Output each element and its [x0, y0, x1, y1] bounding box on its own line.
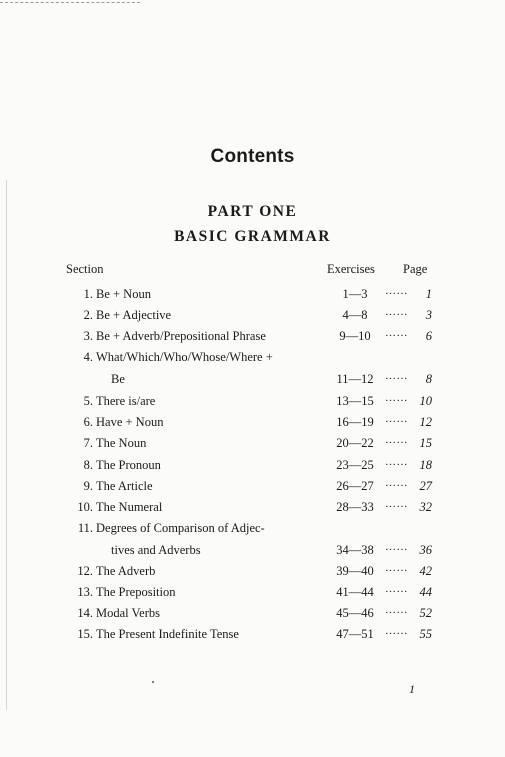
section-number: 15.: [77, 627, 93, 641]
page-column-header: Page: [403, 262, 428, 276]
section-title: Have + Noun: [96, 415, 164, 429]
contents-row[interactable]: [0, 415, 505, 435]
leader-dots: ……: [385, 413, 408, 425]
section-title: Be + Noun: [96, 287, 151, 301]
section-number: 3.: [83, 329, 93, 343]
section-title: Be + Adverb/Prepositional Phrase: [96, 329, 266, 343]
page-ref: 15: [419, 436, 432, 450]
section-title: Modal Verbs: [96, 606, 161, 620]
part-label: PART ONE: [207, 203, 298, 220]
leader-dots: ……: [385, 477, 408, 489]
page-ref: 27: [419, 479, 432, 493]
page-ref: 18: [419, 458, 432, 472]
section-title: The Article: [96, 479, 153, 493]
contents-row[interactable]: [0, 458, 505, 478]
exercises-column-header: Exercises: [327, 262, 375, 276]
leader-dots: ……: [385, 370, 408, 382]
section-number: 10.: [77, 500, 93, 514]
exercise-range: 41—44: [336, 585, 374, 599]
leader-dots: ……: [385, 541, 408, 553]
section-number: 4.: [83, 350, 93, 364]
exercise-range: 28—33: [336, 500, 374, 514]
leader-dots: ……: [385, 434, 408, 446]
page-ref: 12: [419, 415, 432, 429]
section-number: 12.: [77, 564, 93, 578]
exercise-range: 39—40: [336, 564, 374, 578]
section-title: Be + Adjective: [96, 308, 172, 322]
contents-row[interactable]: [0, 329, 505, 349]
exercise-range: 23—25: [336, 458, 374, 472]
section-title: What/Which/Who/Whose/Where +: [96, 350, 273, 364]
contents-row[interactable]: [0, 627, 505, 647]
section-title: tives and Adverbs: [111, 543, 201, 557]
section-title: The Numeral: [96, 500, 163, 514]
section-title: The Present Indefinite Tense: [96, 627, 239, 641]
page-ref: 44: [419, 585, 432, 599]
exercise-range: 16—19: [336, 415, 374, 429]
contents-title: Contents: [210, 146, 295, 167]
section-title: The Adverb: [96, 564, 156, 578]
leader-dots: ……: [385, 625, 408, 637]
section-title: Degrees of Comparison of Adjec-: [96, 521, 265, 535]
contents-row[interactable]: [0, 543, 505, 563]
section-number: 11.: [77, 521, 93, 535]
section-number: 2.: [83, 308, 93, 322]
section-number: 14.: [77, 606, 93, 620]
leader-dots: ……: [385, 306, 408, 318]
exercise-range: 13—15: [336, 394, 374, 408]
exercise-range: 34—38: [336, 543, 374, 557]
contents-row[interactable]: [0, 585, 505, 605]
part-heading: BASIC GRAMMAR: [174, 228, 331, 245]
section-title: Be: [111, 372, 125, 386]
page-ref: 10: [419, 394, 432, 408]
section-number: 8.: [83, 458, 93, 472]
exercise-range: 9—10: [339, 329, 371, 343]
leader-dots: ……: [385, 562, 408, 574]
exercise-range: 11—12: [336, 372, 374, 386]
section-number: 13.: [77, 585, 93, 599]
contents-row[interactable]: [0, 308, 505, 328]
exercise-range: 45—46: [336, 606, 374, 620]
contents-row[interactable]: [0, 500, 505, 520]
page-ref: 6: [425, 329, 432, 343]
section-number: 7.: [83, 436, 93, 450]
section-title: The Noun: [96, 436, 147, 450]
leader-dots: ……: [385, 285, 408, 297]
contents-row[interactable]: [0, 606, 505, 626]
contents-row[interactable]: [0, 350, 505, 370]
section-title: The Pronoun: [96, 458, 161, 472]
exercise-range: 4—8: [342, 308, 368, 322]
section-number: 5.: [83, 394, 93, 408]
section-number: 1.: [83, 287, 93, 301]
exercise-range: 47—51: [336, 627, 374, 641]
contents-row[interactable]: [0, 564, 505, 584]
page-ref: 36: [419, 543, 432, 557]
print-speck: [152, 681, 154, 683]
leader-dots: ……: [385, 327, 408, 339]
leader-dots: ……: [385, 392, 408, 404]
section-number: 6.: [83, 415, 93, 429]
page-number: 1: [409, 682, 415, 696]
contents-row[interactable]: [0, 287, 505, 307]
page-ref: 3: [425, 308, 432, 322]
exercise-range: 20—22: [336, 436, 374, 450]
contents-row[interactable]: [0, 479, 505, 499]
section-title: There is/are: [96, 394, 156, 408]
exercise-range: 1—3: [342, 287, 368, 301]
top-edge-rule: [0, 2, 140, 3]
contents-row[interactable]: [0, 372, 505, 392]
leader-dots: ……: [385, 498, 408, 510]
leader-dots: ……: [385, 456, 408, 468]
page-ref: 32: [419, 500, 432, 514]
page-ref: 55: [419, 627, 432, 641]
leader-dots: ……: [385, 583, 408, 595]
page-ref: 52: [419, 606, 432, 620]
section-title: The Preposition: [96, 585, 176, 599]
leader-dots: ……: [385, 604, 408, 616]
page-ref: 42: [419, 564, 432, 578]
page-ref: 8: [425, 372, 432, 386]
contents-row[interactable]: [0, 436, 505, 456]
contents-row[interactable]: [0, 521, 505, 541]
section-number: 9.: [83, 479, 93, 493]
page-ref: 1: [425, 287, 432, 301]
exercise-range: 26—27: [336, 479, 374, 493]
section-column-header: Section: [66, 262, 104, 276]
contents-row[interactable]: [0, 394, 505, 414]
